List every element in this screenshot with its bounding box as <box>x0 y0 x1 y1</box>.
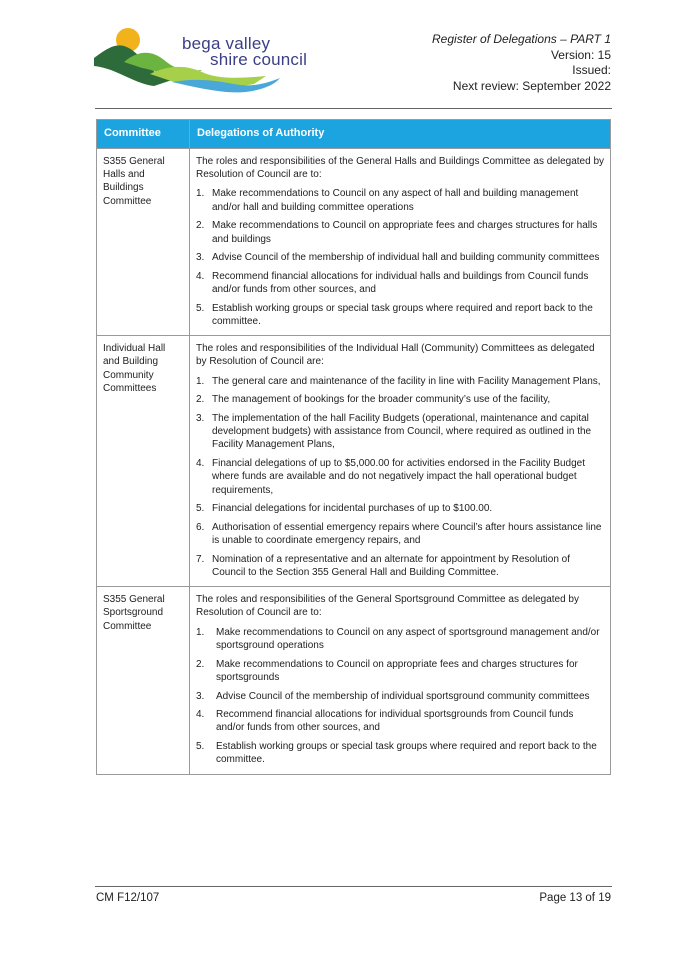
list-item <box>196 375 604 388</box>
logo-text-line2: shire council <box>210 50 308 69</box>
delegation-intro: The roles and responsibilities of the Individual Hall (Community) Committees as delegated by Resolution of Council are: <box>196 343 595 368</box>
column-header-committee: Committee <box>97 120 190 149</box>
list-item-text: The general care and maintenance of the facility in line with Facility Management Plans, <box>212 375 601 387</box>
list-item-number: 4. <box>196 709 205 721</box>
list-item <box>196 690 604 703</box>
delegation-intro: The roles and responsibilities of the General Halls and Buildings Committee as delegated by Resolution of Council are to: <box>196 156 605 181</box>
list-item-text: Nomination of a representative and an alternate for appointment by Resolution of Council to the Section 355 General Hall and Building Committee. <box>212 553 570 579</box>
document-title: Register of Delegations – PART 1 <box>432 32 611 46</box>
table-row <box>97 149 611 336</box>
list-item-number: 6. <box>196 521 205 533</box>
header-divider <box>95 108 612 109</box>
list-item-number: 1. <box>196 626 205 638</box>
list-item <box>196 412 604 452</box>
list-item-text: Financial delegations for incidental purchases of up to $100.00. <box>212 503 493 515</box>
list-item-number: 3. <box>196 690 205 702</box>
list-item-text: Make recommendations to Council on any aspect of sportsground management and/or sportsground operations <box>216 626 600 651</box>
list-item-text: Establish working groups or special task groups where required and report back to the committee. <box>216 741 597 766</box>
list-item-number: 3. <box>196 252 205 264</box>
list-item-text: Make recommendations to Council on appropriate fees and charges structures for halls and buildings <box>212 220 598 245</box>
list-item <box>196 187 604 213</box>
list-item-number: 1. <box>196 188 205 200</box>
list-item-number: 4. <box>196 270 205 282</box>
list-item-number: 7. <box>196 553 205 565</box>
list-item-text: The management of bookings for the broader community’s use of the facility, <box>212 394 551 406</box>
table-row <box>97 587 611 774</box>
list-item-text: Make recommendations to Council on any aspect of hall and building management and/or hall and building committee operations <box>212 188 579 213</box>
list-item <box>196 740 604 766</box>
list-item-text: Advise Council of the membership of individual hall and building community committees <box>212 252 600 264</box>
committee-name: S355 General Halls and Buildings Committee <box>97 149 190 336</box>
version-text: Version: 15 <box>550 47 611 62</box>
list-item-number: 2. <box>196 220 205 232</box>
delegations-table <box>96 119 611 775</box>
list-item <box>196 251 604 264</box>
list-item-text: Make recommendations to Council on appropriate fees and charges structures for sportsgrounds <box>216 658 578 683</box>
issued-text: Issued: <box>572 63 611 77</box>
list-item-text: Advise Council of the membership of individual sportsground community committees <box>216 690 590 702</box>
delegations-cell <box>190 587 611 774</box>
list-item <box>196 626 604 652</box>
list-item <box>196 502 604 515</box>
column-header-delegations: Delegations of Authority <box>190 120 611 149</box>
table-row <box>97 336 611 587</box>
list-item-text: Financial delegations of up to $5,000.00 for activities endorsed in the Facility Budget where funds are available and do not negatively impact the hall operational budget requirements, <box>212 458 586 496</box>
list-item-number: 5. <box>196 503 205 515</box>
delegation-list <box>196 626 604 767</box>
logo-text-line1: bega valley <box>182 34 271 53</box>
delegation-list <box>196 187 604 328</box>
list-item <box>196 393 604 406</box>
list-item-text: Recommend financial allocations for individual halls and buildings from Council funds and/or funds from other sources, and <box>212 270 589 296</box>
list-item-number: 2. <box>196 394 205 406</box>
footer-divider <box>95 886 612 887</box>
list-item <box>196 521 604 547</box>
delegation-intro: The roles and responsibilities of the General Sportsground Committee as delegated by Resolution of Council are to: <box>196 594 579 619</box>
delegation-list <box>196 375 604 580</box>
footer-page-number: Page 13 of 19 <box>539 892 611 904</box>
list-item-number: 3. <box>196 413 205 425</box>
list-item <box>196 219 604 245</box>
list-item-number: 2. <box>196 658 205 670</box>
list-item-number: 1. <box>196 375 205 387</box>
list-item-text: Recommend financial allocations for individual sportsgrounds from Council funds and/or funds from other sources, and <box>216 709 574 734</box>
list-item <box>196 658 604 684</box>
committee-name: Individual Hall and Building Community Committees <box>97 336 190 587</box>
next-review-text: Next review: September 2022 <box>452 78 611 93</box>
list-item-number: 4. <box>196 458 205 470</box>
footer-file-ref: CM F12/107 <box>96 892 160 904</box>
list-item <box>196 553 604 579</box>
table-header-row <box>97 120 611 149</box>
list-item-number: 5. <box>196 302 205 314</box>
list-item-text: Authorisation of essential emergency repairs where Council’s after hours assistance line is unable to coordinate emergency repairs, and <box>212 521 602 547</box>
list-item <box>196 270 604 296</box>
list-item <box>196 302 604 328</box>
list-item <box>196 708 604 734</box>
delegations-cell <box>190 149 611 336</box>
list-item-text: The implementation of the hall Facility Budgets (operational, maintenance and capital development budgets) with assistance from Council, where required as outlined in the Facility Management Plans, <box>212 413 592 451</box>
list-item-number: 5. <box>196 741 205 753</box>
document-header <box>432 32 611 94</box>
list-item <box>196 457 604 497</box>
delegations-cell <box>190 336 611 587</box>
committee-name: S355 General Sportsground Committee <box>97 587 190 774</box>
list-item-text: Establish working groups or special task groups where required and report back to the committee. <box>212 302 593 328</box>
